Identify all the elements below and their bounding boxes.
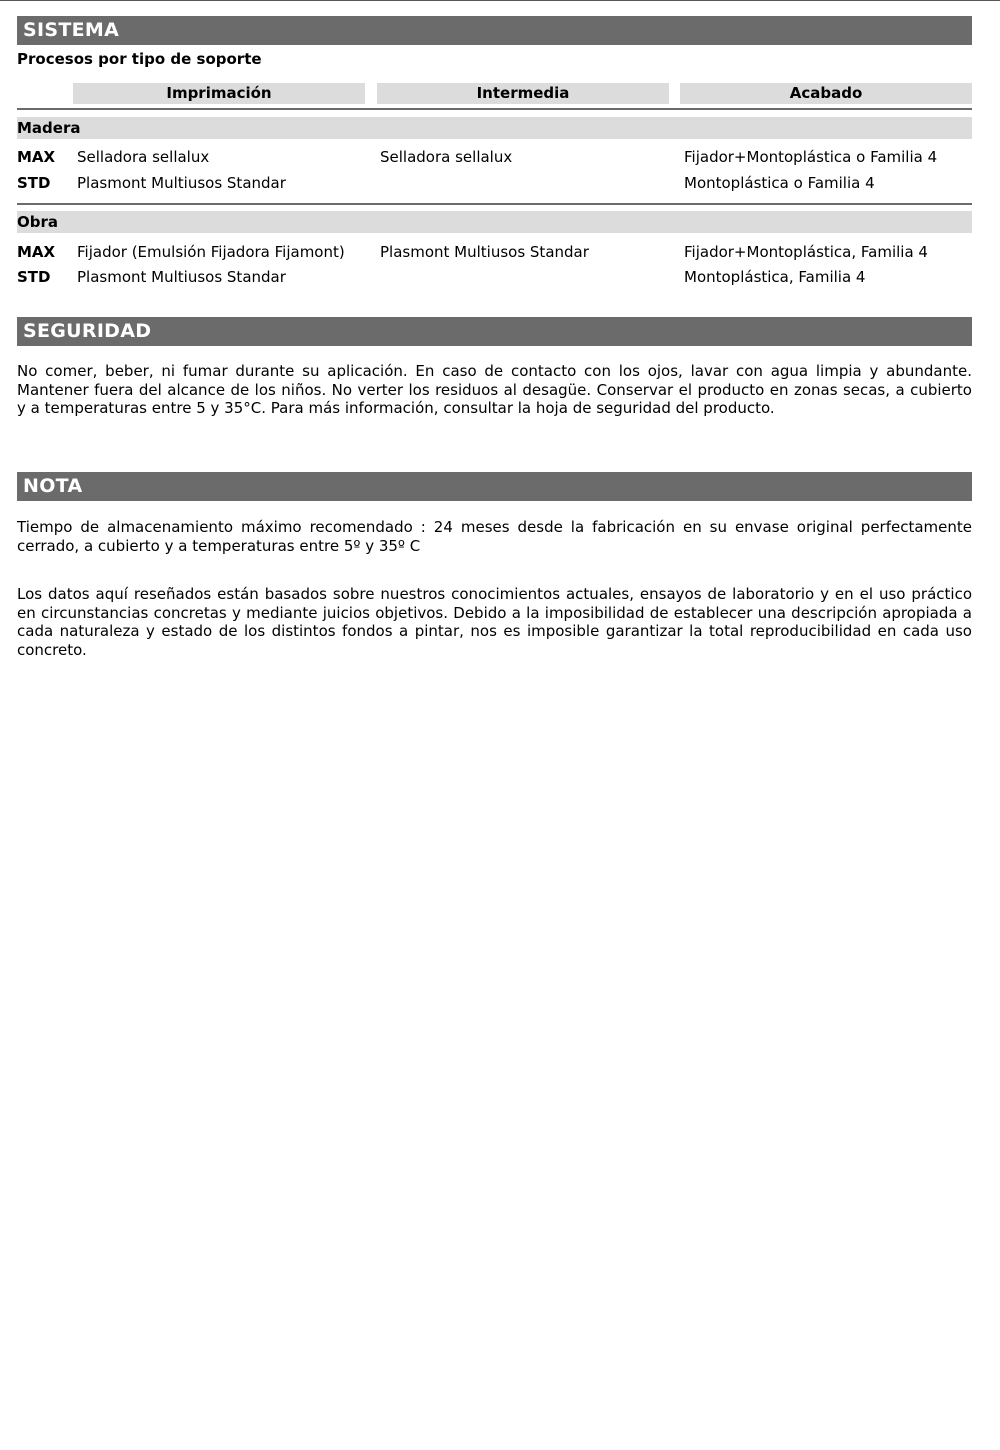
- cell-imprimacion: Plasmont Multiusos Standar: [77, 174, 286, 192]
- nota-disclaimer-text: Los datos aquí reseñados están basados sobre nuestros conocimientos actuales, ensayos de laboratorio y en el uso práctico en circunstancias concretas y mediante juicios objetivos. Debido a la imposibilidad de establecer una descripción apropiada a cada naturaleza y estado de los distintos fondos a pintar, nos es imposible garantizar la total reproducibilidad en cada uso concreto.: [17, 585, 972, 659]
- cell-imprimacion: Selladora sellalux: [77, 148, 210, 166]
- cell-imprimacion: Plasmont Multiusos Standar: [77, 268, 286, 286]
- cell-intermedia: Selladora sellalux: [380, 148, 513, 166]
- seguridad-header: SEGURIDAD: [17, 317, 972, 346]
- cell-acabado: Montoplástica, Familia 4: [684, 268, 866, 286]
- group-obra: Obra: [17, 211, 972, 233]
- cell-imprimacion: Fijador (Emulsión Fijadora Fijamont): [77, 243, 345, 261]
- cell-acabado: Fijador+Montoplástica, Familia 4: [684, 243, 928, 261]
- table-divider: [17, 203, 972, 205]
- row-code: MAX: [17, 148, 56, 166]
- row-code: MAX: [17, 243, 56, 261]
- seguridad-text: No comer, beber, ni fumar durante su aplicación. En caso de contacto con los ojos, lavar con agua limpia y abundante. Mantener fuera del alcance de los niños. No verter los residuos al desagüe. Conservar el producto en zonas secas, a cubierto y a temperaturas entre 5 y 35°C. Para más información, consultar la hoja de seguridad del producto.: [17, 362, 972, 417]
- column-header-intermedia: Intermedia: [377, 83, 669, 104]
- top-rule: [0, 0, 1000, 1]
- column-header-imprimacion: Imprimación: [73, 83, 365, 104]
- nota-storage-text: Tiempo de almacenamiento máximo recomendado : 24 meses desde la fabricación en su envase original perfectamente cerrado, a cubierto y a temperaturas entre 5º y 35º C: [17, 518, 972, 555]
- cell-acabado: Montoplástica o Familia 4: [684, 174, 875, 192]
- column-header-acabado: Acabado: [680, 83, 972, 104]
- row-code: STD: [17, 174, 51, 192]
- group-madera: Madera: [17, 117, 972, 139]
- table-divider: [17, 108, 972, 110]
- sistema-header: SISTEMA: [17, 16, 972, 45]
- row-code: STD: [17, 268, 51, 286]
- cell-intermedia: Plasmont Multiusos Standar: [380, 243, 589, 261]
- cell-acabado: Fijador+Montoplástica o Familia 4: [684, 148, 938, 166]
- sistema-subtitle: Procesos por tipo de soporte: [17, 50, 262, 68]
- nota-header: NOTA: [17, 472, 972, 501]
